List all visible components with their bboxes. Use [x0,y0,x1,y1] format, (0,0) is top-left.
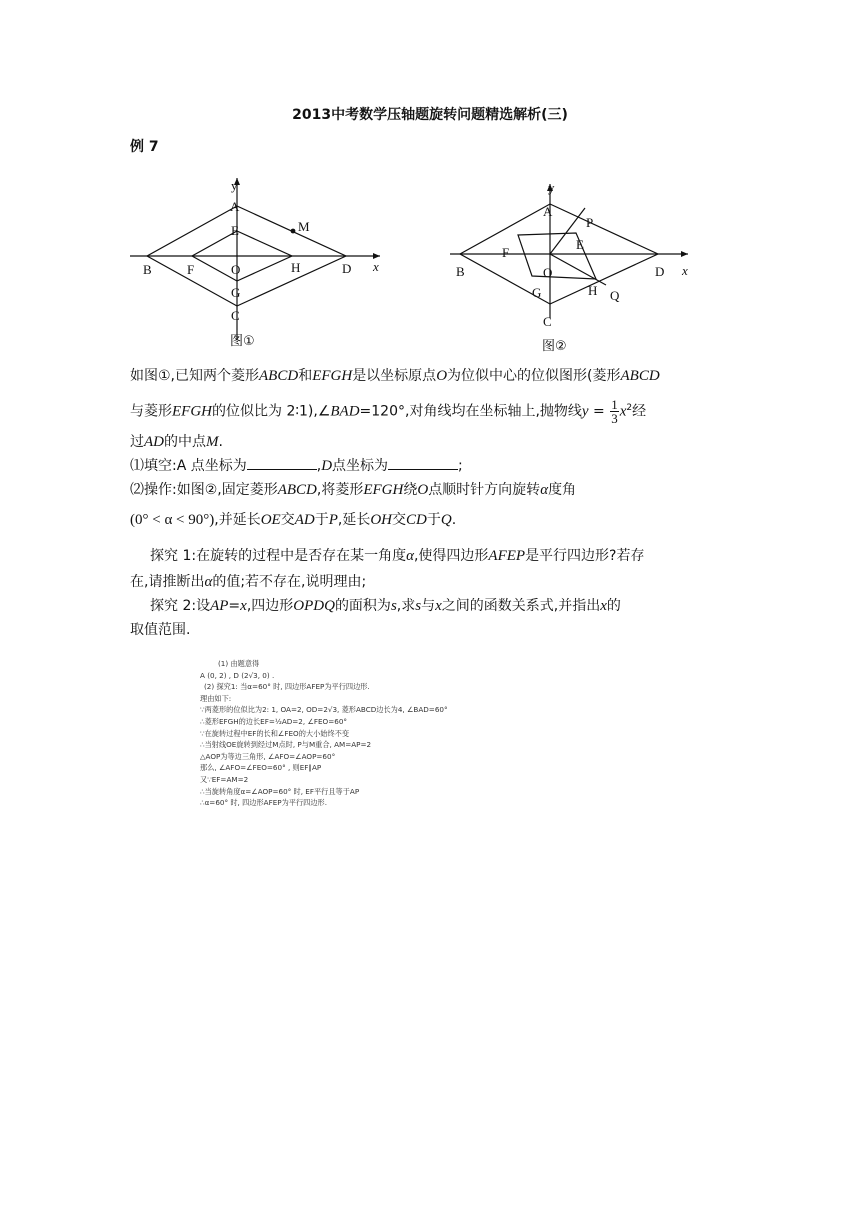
solution-line: (2) 探究1: 当α=60° 时, 四边形AFEP为平行四边形. [204,682,370,692]
label-x: x [682,263,688,278]
solution-line: ∵在旋转过程中EF的长和∠FEO的大小始终不变 [200,728,350,738]
label-e: E [576,237,584,252]
x-axis-arrow [681,251,688,257]
label-f: F [187,262,195,277]
problem-line-2: 与菱形EFGH的位似比为 2∶1),∠BAD=120°,对角线均在坐标轴上,抛物线y = $\frac{1}{3}$ $x^2$经 [130,397,647,427]
rhombus-efgh [518,233,596,279]
figure-2 [450,178,700,358]
label-p: P [586,215,594,230]
question-2-line-2: (0° < α < 90°),并延长OE交AD于P,延长OH交CD于Q. [130,512,457,528]
label-g: G [231,285,241,300]
label-b: B [143,262,152,277]
label-d: D [342,261,352,276]
explore-1-line-1: 探究 1:在旋转的过程中是否存在某一角度α,使得四边形AFEP是平行四边形?若存 [150,548,645,564]
label-e: E [231,223,239,238]
question-1: ⑴填空:A 点坐标为 ,D点坐标为 ; [130,455,730,476]
figure-1 [130,170,400,355]
solution-line: 理由如下: [200,693,232,703]
solution-line: ∴α=60° 时, 四边形AFEP为平行四边形. [200,798,328,808]
label-a: A [543,204,553,219]
label-q: Q [610,288,620,303]
solution-line: (1) 由题意得 [218,659,260,668]
label-c: C [543,314,552,329]
label-y: y [231,178,238,193]
solution-line: 那么, ∠AFO=∠FEO=60° , 则EF∥AP [200,763,322,773]
solution-line: A (0, 2) , D (2√3, 0) . [200,670,275,680]
example-label: 例 7 [130,139,159,155]
solution-line: ∴当旋转角度α=∠AOP=60° 时, EF平行且等于AP [200,786,360,796]
problem-line-3: 过AD的中点M. [130,434,223,450]
solution-line: 又∵EF=AM=2 [200,774,249,784]
explore-2-line-2: 取值范围. [130,622,191,638]
solution-line: ∴当射线OE旋转到经过M点时, P与M重合, AM=AP=2 [200,740,372,750]
label-c: C [231,308,240,323]
caption-fig2: 图② [542,339,567,354]
fraction-one-third: $\frac{1}{3}$ [611,397,618,427]
label-a: A [230,199,240,214]
label-f: F [502,245,510,260]
point-m [291,229,296,234]
label-x: x [373,259,379,274]
ray-oh-extended [550,254,606,285]
explore-1-line-2: 在,请推断出α的值;若不存在,说明理由; [130,574,367,590]
label-o: O [543,265,553,280]
label-h: H [588,283,598,298]
explore-2-line-1: 探究 2:设AP=x,四边形OPDQ的面积为s,求s与x之间的函数关系式,并指出x的 [150,598,621,614]
solution-line: ∴菱形EFGH的边长EF=½AD=2, ∠FEO=60° [200,716,347,726]
question-2-line-1: ⑵操作:如图②,固定菱形ABCD,将菱形EFGH绕O点顺时针方向旋转α度角 [130,482,577,498]
label-m: M [298,219,310,234]
page-title: 2013中考数学压轴题旋转问题精选解析(三) [292,107,568,123]
label-b: B [456,264,465,279]
answer-blank-a [247,455,317,470]
solution-line: △AOP为等边三角形, ∠AFO=∠AOP=60° [200,751,336,761]
label-g: G [532,285,542,300]
label-h: H [291,260,301,275]
problem-line-1: 如图①,已知两个菱形ABCD和EFGH是以坐标原点O为位似中心的位似图形(菱形ABCD [130,368,660,384]
answer-blank-d [388,455,458,470]
solution-block [200,658,620,868]
label-o: O [231,262,241,277]
label-d: D [655,264,665,279]
label-y: y [548,180,555,195]
caption-fig1: 图① [230,334,255,349]
solution-line: ∵两菱形的位似比为2: 1, OA=2, OD=2√3, 菱形ABCD边长为4, ∠BAD=60° [200,705,448,715]
